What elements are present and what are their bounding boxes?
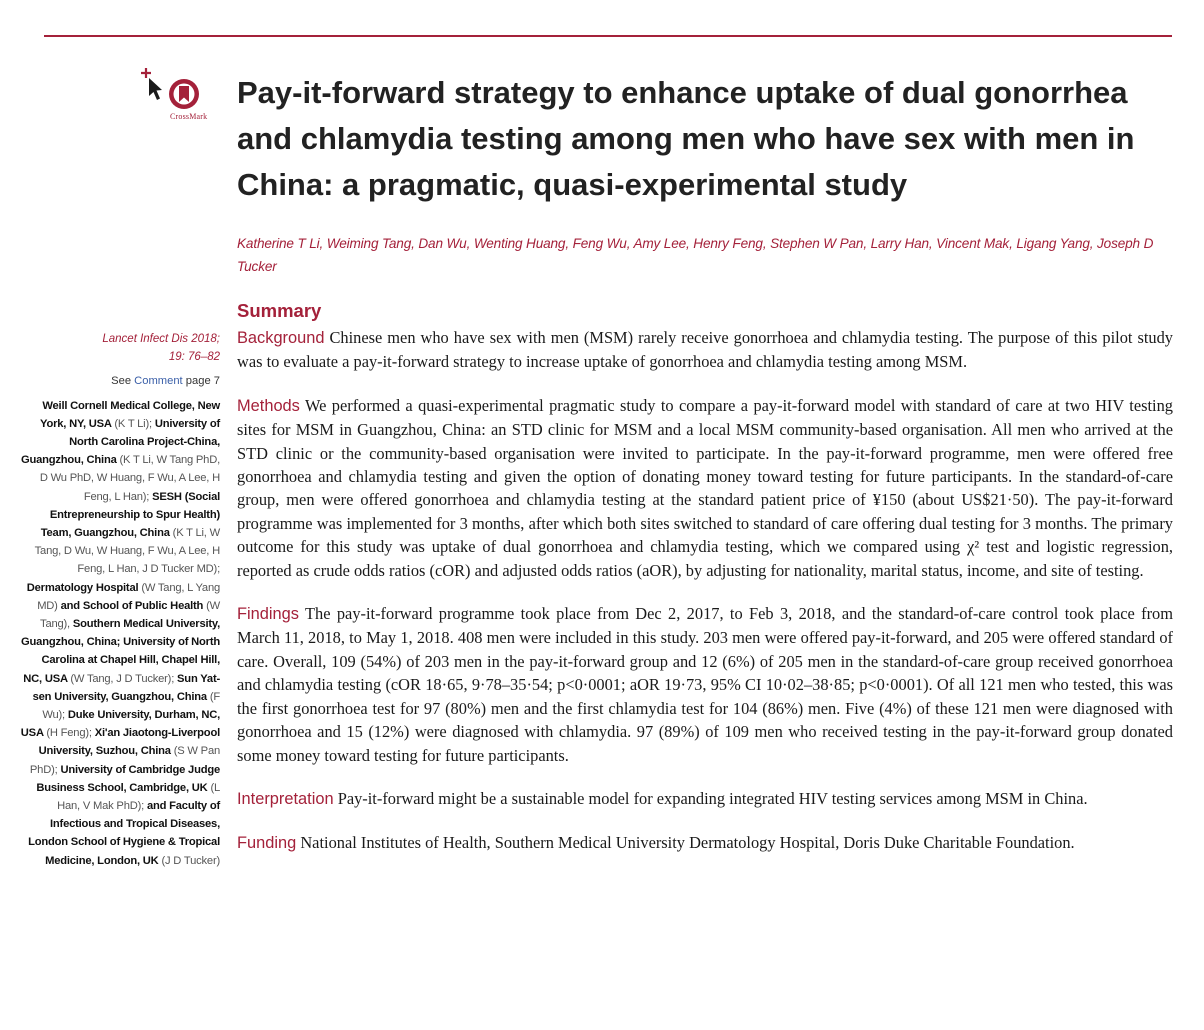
interpretation-label: Interpretation xyxy=(237,789,334,808)
findings-label: Findings xyxy=(237,605,299,624)
affiliation-institution: Dermatology Hospital xyxy=(26,581,139,594)
methods-section xyxy=(237,394,1173,582)
see-prefix: See xyxy=(111,375,132,388)
citation-line-2: 19: 76–82 xyxy=(168,351,220,364)
affiliation-institution: Southern Medical University, Guangzhou, China; University of North Carolina at Chapel Hill, Chapel Hill, NC, USA xyxy=(21,618,220,685)
affiliation-authors: (K T Li); xyxy=(114,417,152,430)
article-title: Pay-it-forward strategy to enhance uptake of dual gonorrhea and chlamydia testing among men who have sex with men in China: a pragmatic, quasi-experimental study xyxy=(237,75,1135,202)
funding-text: National Institutes of Health, Southern Medical University Dermatology Hospital, Doris Duke Charitable Foundation. xyxy=(300,833,1075,853)
summary-heading: Summary xyxy=(237,300,322,321)
affiliation-institution: Weill Cornell Medical College, New York, NY, USA xyxy=(40,399,220,430)
background-section xyxy=(237,326,1173,374)
crossmark-badge[interactable] xyxy=(136,66,226,126)
affiliation-institution: University of North Carolina Project-China, Guangzhou, China xyxy=(20,417,220,467)
background-label: Background xyxy=(237,329,325,347)
top-rule xyxy=(44,35,1172,37)
funding-section xyxy=(237,831,1173,855)
affiliation-authors: (H Feng); xyxy=(46,727,92,740)
affiliation-authors: (W Tang), xyxy=(40,599,220,631)
findings-section xyxy=(237,602,1173,767)
crossmark-label: CrossMark xyxy=(170,112,208,121)
affiliation-authors: (S W Pan PhD); xyxy=(29,745,220,776)
background-text: Chinese men who have sex with men (MSM) rarely receive gonorrhoea and chlamydia testing. The purpose of this pilot study was to evaluate a pay-it-forward strategy to increase uptake of gonorrhoea and chlamydia testing among MSM. xyxy=(237,328,1173,372)
interpretation-text: Pay-it-forward might be a sustainable model for expanding integrated HIV testing services among MSM in China. xyxy=(337,788,1088,808)
affiliations xyxy=(20,397,220,870)
citation-line-1: Lancet Infect Dis 2018; xyxy=(102,333,220,345)
affiliation-authors: (W Tang, J D Tucker); xyxy=(70,672,175,685)
summary-body xyxy=(237,326,1173,876)
see-suffix: page 7 xyxy=(185,375,220,388)
affiliation-authors: (L Han, V Mak PhD); xyxy=(57,781,220,813)
affiliation-institution: and School of Public Health xyxy=(60,599,204,612)
see-comment xyxy=(20,372,220,390)
methods-label: Methods xyxy=(237,396,300,415)
affiliation-institution: SESH (Social Entrepreneurship to Spur Health) Team, Guangzhou, China xyxy=(40,490,220,540)
interpretation-section xyxy=(237,787,1173,811)
comment-link[interactable]: Comment xyxy=(134,375,183,388)
affiliation-institution: Duke University, Durham, NC, USA xyxy=(20,709,220,740)
findings-text: The pay-it-forward programme took place from Dec 2, 2017, to Feb 3, 2018, and the standard-of-care control took place from March 11, 2018, to May 1, 2018. 408 men were included in this study. 203 men were offered pay-it-forward, and 205 were offered standard of care. Overall, 109 (54%) of 203 men in the pay-it-forward group and 12 (6%) of 205 men in the standard-of-care group received gonorrhoea and chlamydia testing (cOR 18·65, 9·78–35·54; p<0·0001; aOR 19·73, 95% CI 10·02–38·85; p<0·0001). Of all 121 men who tested, this was the first gonorrhoea test for 97 (80%) men and the first chlamydia test for 104 (86%) men. Five (4%) of these 121 men were diagnosed with gonorrhoea and 15 (12%) were diagnosed with chlamydia. 97 (89%) of 109 men who received testing in the pay-it-forward group donated some money toward testing for future participants. xyxy=(237,604,1173,765)
affiliation-institution: and Faculty of Infectious and Tropical Diseases, London School of Hygiene & Tropical Medicine, London, UK xyxy=(28,800,220,867)
affiliation-institution: Xi'an Jiaotong-Liverpool University, Suzhou, China xyxy=(38,727,220,758)
funding-label: Funding xyxy=(237,834,297,853)
author-list: Katherine T Li, Weiming Tang, Dan Wu, Wenting Huang, Feng Wu, Amy Lee, Henry Feng, Stephen W Pan, Larry Han, Vincent Mak, Ligang Yang, Joseph D Tucker xyxy=(237,236,1154,274)
sidebar xyxy=(20,330,220,870)
affiliation-authors: (J D Tucker) xyxy=(161,854,220,867)
affiliation-institution: Sun Yat-sen University, Guangzhou, China xyxy=(32,672,220,703)
affiliation-authors: (K T Li, W Tang PhD, D Wu PhD, W Huang, F Wu, A Lee, H Feng, L Han); xyxy=(39,454,220,503)
affiliation-institution: University of Cambridge Judge Business School, Cambridge, UK xyxy=(36,763,220,794)
affiliation-authors: (W Tang, L Yang MD) xyxy=(37,581,220,612)
affiliation-authors: (F Wu); xyxy=(42,690,220,722)
affiliation-authors: (K T Li, W Tang, D Wu, W Huang, F Wu, A Lee, H Feng, L Han, J D Tucker MD); xyxy=(34,527,220,576)
methods-text: We performed a quasi-experimental pragmatic study to compare a pay-it-forward model with standard of care at two HIV testing sites for MSM in Guangzhou, China: an STD clinic for MSM and a local MSM community-based organisation. All men who arrived at the STD clinic or the community-based organisation were invited to participate. In the pay-it-forward programme, men were offered free gonorrhoea and chlamydia testing and given the option of donating money toward testing for future participants. In the standard-of-care group, men were offered gonorrhoea and chlamydia testing at the standard patient price of ¥150 (about US$21·50). The pay-it-forward programme was implemented for 3 months, after which both sites switched to standard of care offering dual testing for 3 months. The primary outcome for this study was uptake of dual gonorrhoea and chlamydia testing, which we compared using χ² test and logistic regression, reported as crude odds ratios (cOR) and adjusted odds ratios (aOR), by adjusting for nationality, marital status, income, and site of testing. xyxy=(237,395,1173,580)
